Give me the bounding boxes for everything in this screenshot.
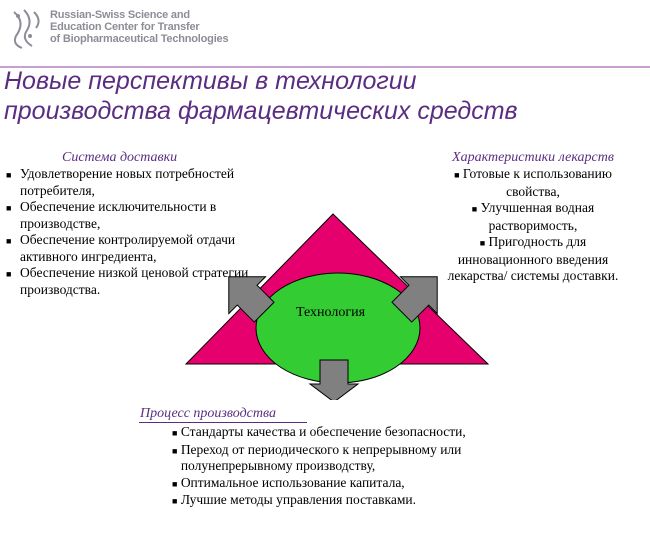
left-panel-heading: Система доставки — [62, 150, 178, 165]
square-bullet-icon: ■ — [6, 236, 12, 246]
square-bullet-icon: ■ — [471, 204, 478, 214]
bottom-panel-list — [172, 424, 642, 510]
list-item: ■ Улучшенная водная растворимость, — [471, 200, 595, 233]
square-bullet-icon: ■ — [172, 428, 178, 438]
left-panel-list — [4, 166, 249, 298]
right-panel-list — [428, 166, 638, 285]
list-item: ■ Пригодность для инновационного введения лекарства/ системы доставки. — [447, 234, 619, 283]
square-bullet-icon: ■ — [172, 445, 178, 456]
rsc-logo-icon — [6, 6, 46, 52]
square-bullet-icon: ■ — [6, 203, 12, 213]
page-title-line-1: Новые перспективы в технологии — [4, 67, 417, 95]
list-item: ■ Лучшие методы управления поставками. — [172, 492, 642, 510]
square-bullet-icon: ■ — [454, 170, 460, 180]
list-item: ■ Обеспечение контролируемой отдачи активного ингредиента, — [6, 232, 236, 264]
square-bullet-icon: ■ — [6, 269, 12, 279]
square-bullet-icon: ■ — [6, 170, 12, 180]
square-bullet-icon: ■ — [479, 238, 486, 248]
bottom-panel-heading: Процесс производства — [140, 406, 276, 421]
right-panel-heading: Характеристики лекарств — [452, 150, 614, 165]
list-item: ■ Обеспечение исключительности в производстве, — [6, 199, 217, 231]
bottom-heading-underline — [139, 422, 307, 423]
square-bullet-icon: ■ — [172, 496, 178, 506]
org-name-line-1: Russian-Swiss Science and — [50, 9, 190, 21]
page-title-line-2: производства фармацевтических средств — [4, 97, 518, 125]
list-item: ■ Стандарты качества и обеспечение безопасности, — [172, 424, 642, 442]
list-item: ■ Обеспечение низкой ценовой стратегии производства. — [6, 265, 249, 297]
org-name-line-3: of Biopharmaceutical Technologies — [50, 33, 229, 45]
list-item: ■ Оптимальное использование капитала, — [172, 475, 642, 493]
list-item: ■ Готовые к использованию свойства, — [454, 166, 612, 199]
technology-label: Технология — [296, 305, 366, 320]
list-item: ■ Удовлетворение новых потребностей потребителя, — [6, 166, 235, 198]
org-name-line-2: Education Center for Transfer — [50, 21, 200, 33]
right-panel — [428, 150, 638, 285]
square-bullet-icon: ■ — [172, 478, 178, 489]
list-item: ■ Переход от периодического к непрерывному или полунепрерывному производству, — [172, 441, 462, 473]
